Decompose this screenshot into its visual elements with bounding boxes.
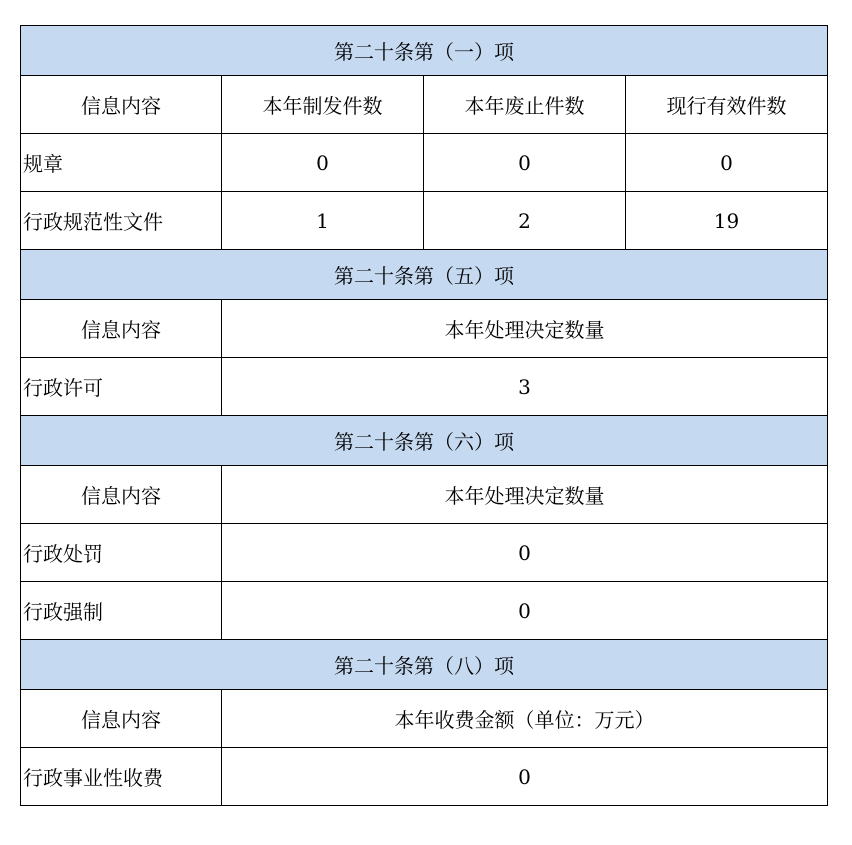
valid-value: 0 [626, 134, 828, 192]
header-decision-count: 本年处理决定数量 [222, 300, 828, 358]
decision-value: 0 [222, 524, 828, 582]
row-label: 行政规范性文件 [21, 192, 222, 250]
header-repealed-count: 本年废止件数 [424, 76, 626, 134]
row-label: 规章 [21, 134, 222, 192]
valid-value: 19 [626, 192, 828, 250]
header-info-content: 信息内容 [21, 76, 222, 134]
section-header-row [21, 640, 828, 690]
table-row [21, 748, 828, 806]
header-issued-count: 本年制发件数 [222, 76, 424, 134]
section-header-row [21, 26, 828, 76]
issued-value: 1 [222, 192, 424, 250]
section-header-row [21, 416, 828, 466]
section-title: 第二十条第（五）项 [21, 250, 828, 300]
repealed-value: 0 [424, 134, 626, 192]
section-title: 第二十条第（六）项 [21, 416, 828, 466]
fee-value: 0 [222, 748, 828, 806]
header-info-content: 信息内容 [21, 466, 222, 524]
column-header-row [21, 690, 828, 748]
row-label: 行政强制 [21, 582, 222, 640]
header-info-content: 信息内容 [21, 300, 222, 358]
header-valid-count: 现行有效件数 [626, 76, 828, 134]
column-header-row [21, 300, 828, 358]
row-label: 行政处罚 [21, 524, 222, 582]
table-row [21, 192, 828, 250]
section-header-row [21, 250, 828, 300]
column-header-row [21, 76, 828, 134]
section-title: 第二十条第（八）项 [21, 640, 828, 690]
column-header-row [21, 466, 828, 524]
table-row [21, 582, 828, 640]
repealed-value: 2 [424, 192, 626, 250]
header-decision-count: 本年处理决定数量 [222, 466, 828, 524]
table-row [21, 524, 828, 582]
section-title: 第二十条第（一）项 [21, 26, 828, 76]
row-label: 行政许可 [21, 358, 222, 416]
table-row [21, 358, 828, 416]
decision-value: 3 [222, 358, 828, 416]
issued-value: 0 [222, 134, 424, 192]
header-fee-amount: 本年收费金额（单位：万元） [222, 690, 828, 748]
disclosure-table [20, 25, 828, 806]
row-label: 行政事业性收费 [21, 748, 222, 806]
header-info-content: 信息内容 [21, 690, 222, 748]
table-row [21, 134, 828, 192]
decision-value: 0 [222, 582, 828, 640]
